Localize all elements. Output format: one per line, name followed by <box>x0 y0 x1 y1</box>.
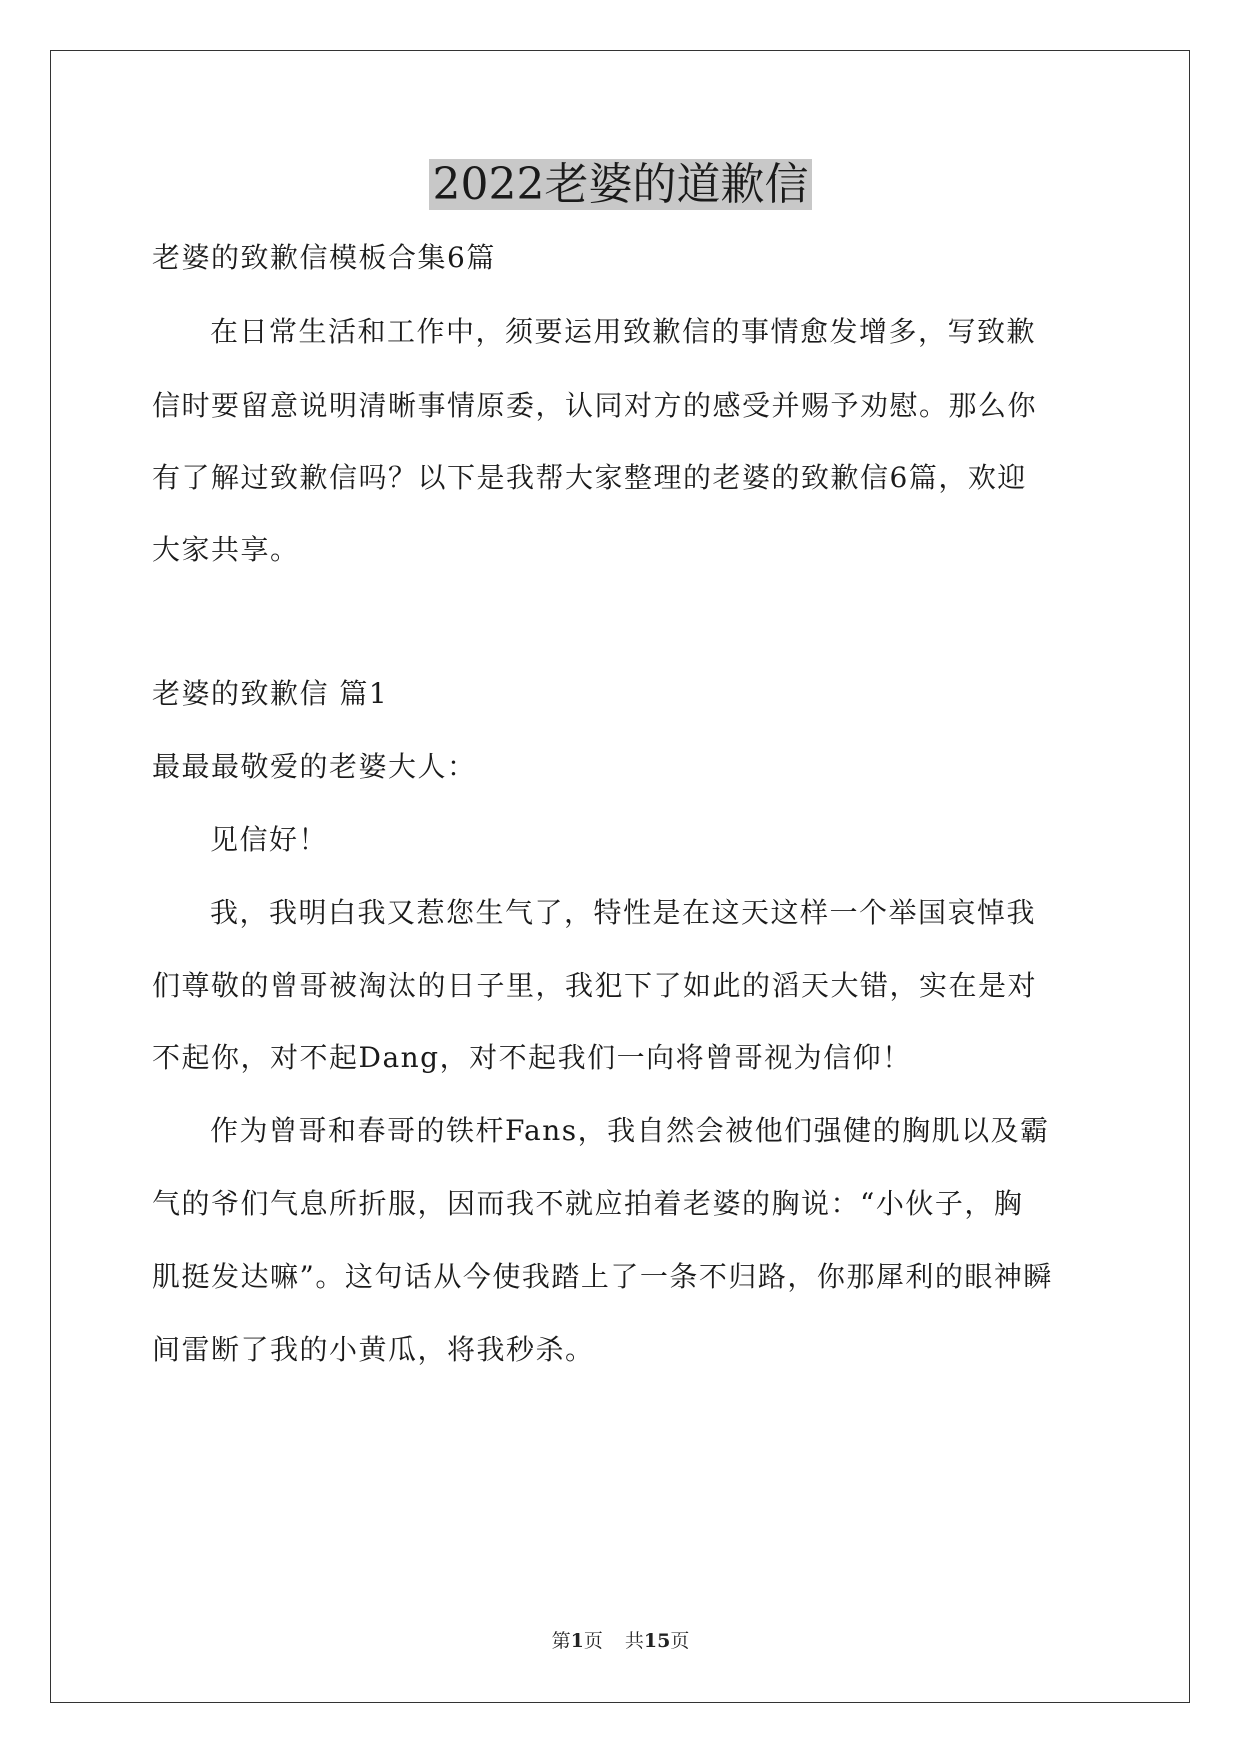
paragraph-line: 气的爷们气息所折服，因而我不就应拍着老婆的胸说：“小伙子，胸 <box>152 1187 1024 1220</box>
document-subtitle: 老婆的致歉信模板合集6篇 <box>152 241 496 274</box>
letter-greeting: 见信好！ <box>210 823 329 856</box>
section-heading: 老婆的致歉信 篇1 <box>152 677 389 710</box>
letter-salutation: 最最最敬爱的老婆大人： <box>152 750 477 783</box>
total-suffix: 页 <box>670 1630 690 1652</box>
paragraph-line: 作为曾哥和春哥的铁杆Fans，我自然会被他们强健的胸肌以及霸 <box>210 1114 1050 1147</box>
paragraph-line: 不起你，对不起Dang，对不起我们一向将曾哥视为信仰！ <box>152 1041 912 1074</box>
page-prefix: 第 <box>551 1630 571 1652</box>
intro-line: 有了解过致歉信吗？以下是我帮大家整理的老婆的致歉信6篇，欢迎 <box>152 461 1027 494</box>
paragraph-line: 间雷断了我的小黄瓜，将我秒杀。 <box>152 1333 595 1366</box>
page-total: 15 <box>643 1630 671 1652</box>
document-title <box>0 155 1241 215</box>
paragraph-line: 肌挺发达嘛”。这句话从今使我踏上了一条不归路，你那犀利的眼神瞬 <box>152 1260 1053 1293</box>
page-current: 1 <box>570 1630 584 1652</box>
document-title-text: 2022老婆的道歉信 <box>429 159 813 210</box>
page-border <box>50 50 1190 1703</box>
intro-line: 在日常生活和工作中，须要运用致歉信的事情愈发增多，写致歉 <box>210 315 1037 348</box>
page-suffix: 页 <box>583 1630 603 1652</box>
intro-line: 信时要留意说明清晰事情原委，认同对方的感受并赐予劝慰。那么你 <box>152 389 1038 422</box>
page-footer <box>0 1628 1241 1654</box>
paragraph-line: 我，我明白我又惹您生气了，特性是在这天这样一个举国哀悼我 <box>210 896 1037 929</box>
paragraph-line: 们尊敬的曾哥被淘汰的日子里，我犯下了如此的滔天大错，实在是对 <box>152 969 1038 1002</box>
total-prefix: 共 <box>624 1630 644 1652</box>
intro-line: 大家共享。 <box>152 533 300 566</box>
